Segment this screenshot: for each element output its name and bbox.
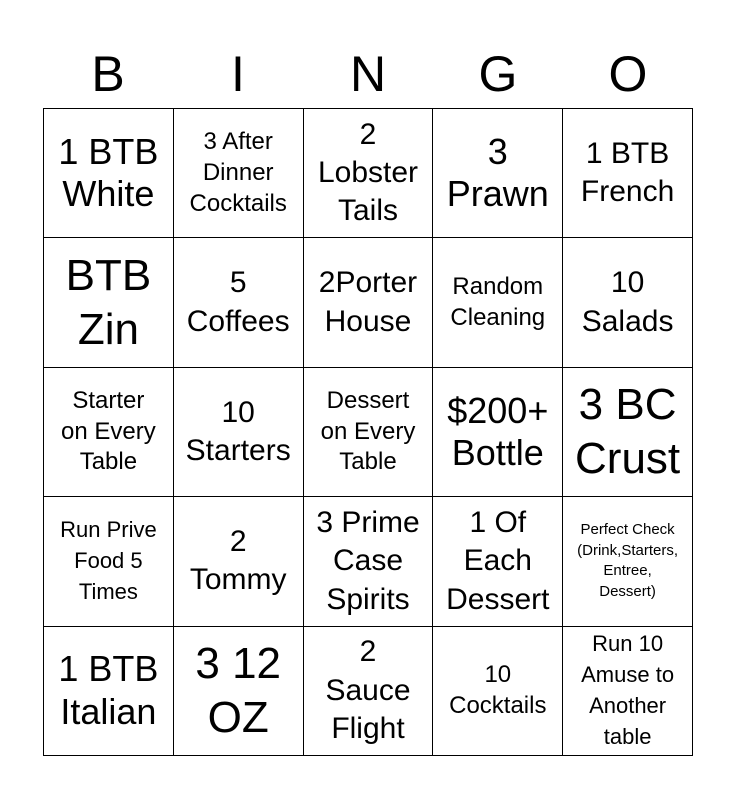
bingo-cell[interactable] [44, 497, 174, 626]
header-letter-i: I [231, 46, 245, 102]
bingo-header [43, 40, 693, 108]
bingo-cell-text: Random Cleaning [450, 272, 546, 331]
bingo-cell[interactable] [563, 627, 693, 756]
bingo-cell-text: 10 Starters [185, 395, 291, 467]
bingo-cell[interactable] [174, 368, 304, 497]
bingo-board [43, 108, 693, 756]
bingo-cell[interactable] [304, 627, 434, 756]
bingo-cell-text: 2 Lobster Tails [317, 117, 419, 228]
bingo-cell[interactable] [44, 238, 174, 367]
bingo-cell-text: Perfect Check (Drink,Starters, Entree, Dessert) [577, 521, 679, 601]
bingo-cell-text: 2 Tommy [189, 525, 287, 597]
bingo-cell-text: 3 Prime Case Spirits [316, 505, 420, 616]
bingo-cell[interactable] [304, 368, 434, 497]
bingo-cell-text: 3 12 OZ [195, 639, 282, 742]
bingo-cell[interactable] [174, 238, 304, 367]
bingo-cell[interactable] [304, 109, 434, 238]
header-letter-o: O [608, 46, 648, 102]
bingo-cell-text: 3 After Dinner Cocktails [189, 128, 287, 217]
bingo-cell[interactable] [174, 497, 304, 626]
header-letter-g: G [478, 46, 518, 102]
bingo-cell[interactable] [563, 368, 693, 497]
bingo-cell-text: 10 Salads [581, 266, 674, 338]
bingo-cell-text: Run Prive Food 5 Times [60, 517, 157, 604]
bingo-cell[interactable] [174, 109, 304, 238]
bingo-cell[interactable] [433, 368, 563, 497]
bingo-cell[interactable] [433, 238, 563, 367]
bingo-cell[interactable] [174, 627, 304, 756]
bingo-cell-text: 3 Prawn [446, 130, 549, 215]
bingo-cell-text: 1 Of Each Dessert [446, 505, 550, 616]
bingo-cell-text: 5 Coffees [186, 266, 290, 338]
bingo-cell-text: 2Porter House [318, 266, 418, 338]
bingo-cell[interactable] [44, 109, 174, 238]
bingo-cell[interactable] [563, 238, 693, 367]
bingo-cell[interactable] [563, 497, 693, 626]
bingo-cell[interactable] [304, 497, 434, 626]
bingo-cell-text: 3 BC Crust [575, 380, 681, 483]
header-letter-n: N [349, 46, 387, 102]
bingo-cell-text: 1 BTB White [58, 130, 159, 215]
bingo-cell[interactable] [433, 497, 563, 626]
bingo-cell-text: Starter on Every Table [61, 386, 156, 476]
bingo-cell[interactable] [563, 109, 693, 238]
bingo-cell-text: Run 10 Amuse to Another table [581, 631, 675, 749]
bingo-cell[interactable] [304, 238, 434, 367]
header-letter-b: B [91, 46, 125, 102]
bingo-cell-text: 1 BTB Italian [58, 648, 159, 732]
bingo-cell-text: BTB Zin [65, 250, 152, 354]
bingo-cell[interactable] [433, 627, 563, 756]
bingo-cell-text: Dessert on Every Table [320, 386, 416, 476]
bingo-cell[interactable] [44, 627, 174, 756]
bingo-cell-text: $200+ Bottle [447, 389, 549, 473]
bingo-cell-text: 10 Cocktails [449, 661, 547, 719]
bingo-cell[interactable] [433, 109, 563, 238]
bingo-cell-text: 1 BTB French [580, 136, 675, 209]
bingo-cell-text: 2 Sauce Flight [325, 635, 411, 745]
bingo-cell[interactable] [44, 368, 174, 497]
